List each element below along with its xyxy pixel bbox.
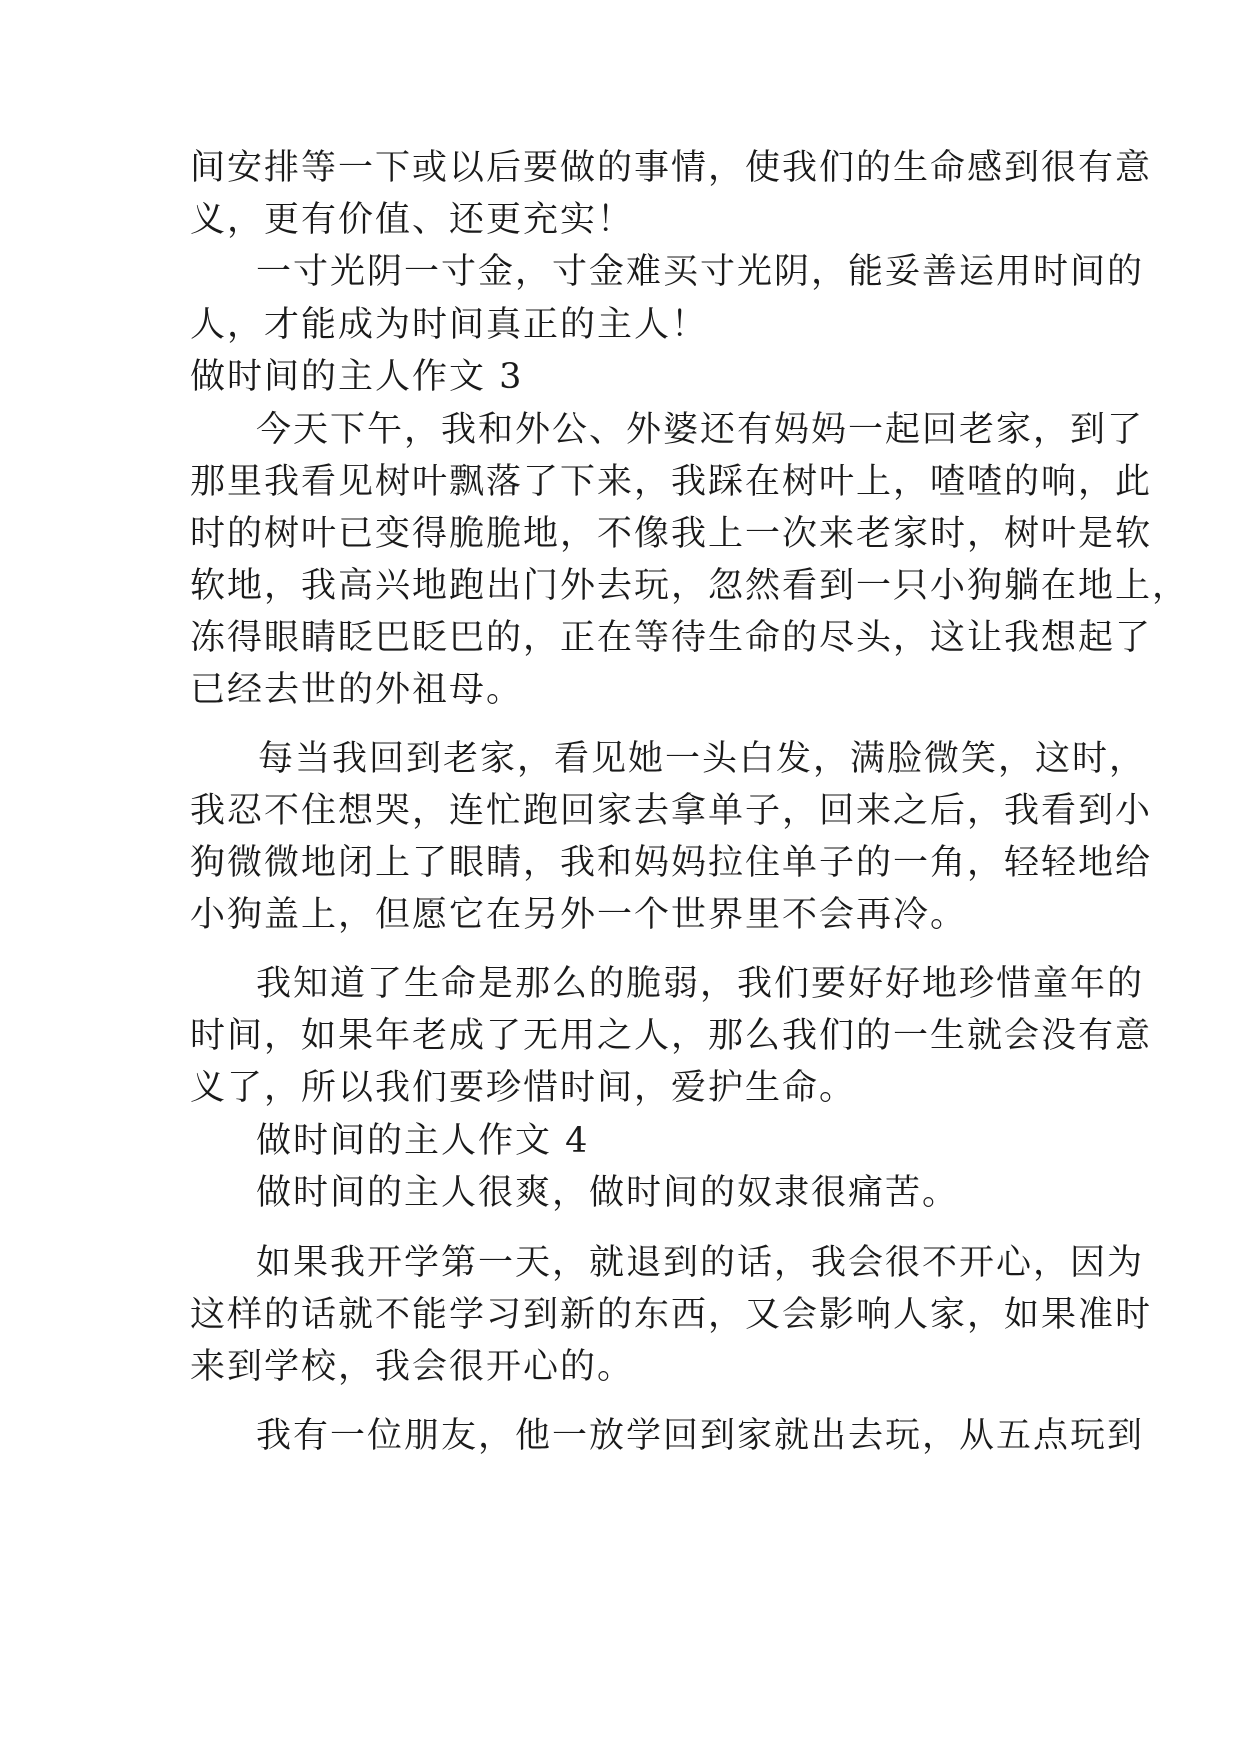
text-line: 这样的话就不能学习到新的东西，又会影响人家，如果准时 [190, 1295, 1153, 1335]
text-line: 小狗盖上，但愿它在另外一个世界里不会再冷。 [190, 895, 968, 935]
text-line: 义了，所以我们要珍惜时间，爱护生命。 [190, 1068, 857, 1108]
text-line: 时间，如果年老成了无用之人，那么我们的一生就会没有意 [190, 1016, 1153, 1056]
text-line: 人，才能成为时间真正的主人！ [190, 305, 709, 345]
text-line: 义，更有价值、还更充实！ [190, 200, 635, 240]
text-line: 来到学校，我会很开心的。 [190, 1347, 635, 1387]
text-line: 冻得眼睛眨巴眨巴的，正在等待生命的尽头，这让我想起了 [190, 618, 1153, 658]
text-line: 今天下午，我和外公、外婆还有妈妈一起回老家，到了 [256, 410, 1145, 450]
text-line: 如果我开学第一天，就退到的话，我会很不开心，因为 [256, 1243, 1145, 1283]
text-line: 软地，我高兴地跑出门外去玩，忽然看到一只小狗躺在地上， [190, 566, 1190, 606]
text-line: 狗微微地闭上了眼睛，我和妈妈拉住单子的一角，轻轻地给 [190, 843, 1153, 883]
text-line: 一寸光阴一寸金，寸金难买寸光阴，能妥善运用时间的 [256, 252, 1145, 292]
text-line: 间安排等一下或以后要做的事情，使我们的生命感到很有意 [190, 148, 1153, 188]
section-heading: 做时间的主人作文 3 [190, 357, 524, 397]
text-line: 做时间的主人很爽，做时间的奴隶很痛苦。 [256, 1173, 960, 1213]
text-line: 我有一位朋友，他一放学回到家就出去玩，从五点玩到 [256, 1416, 1145, 1456]
text-line: 每当我回到老家，看见她一头白发，满脸微笑，这时， [258, 739, 1147, 779]
text-line: 时的树叶已变得脆脆地，不像我上一次来老家时，树叶是软 [190, 514, 1153, 554]
section-heading: 做时间的主人作文 4 [256, 1121, 590, 1161]
text-line: 我忍不住想哭，连忙跑回家去拿单子，回来之后，我看到小 [190, 791, 1153, 831]
text-line: 那里我看见树叶飘落了下来，我踩在树叶上，喳喳的响，此 [190, 462, 1153, 502]
text-line: 已经去世的外祖母。 [190, 670, 524, 710]
text-line: 我知道了生命是那么的脆弱，我们要好好地珍惜童年的 [256, 964, 1145, 1004]
